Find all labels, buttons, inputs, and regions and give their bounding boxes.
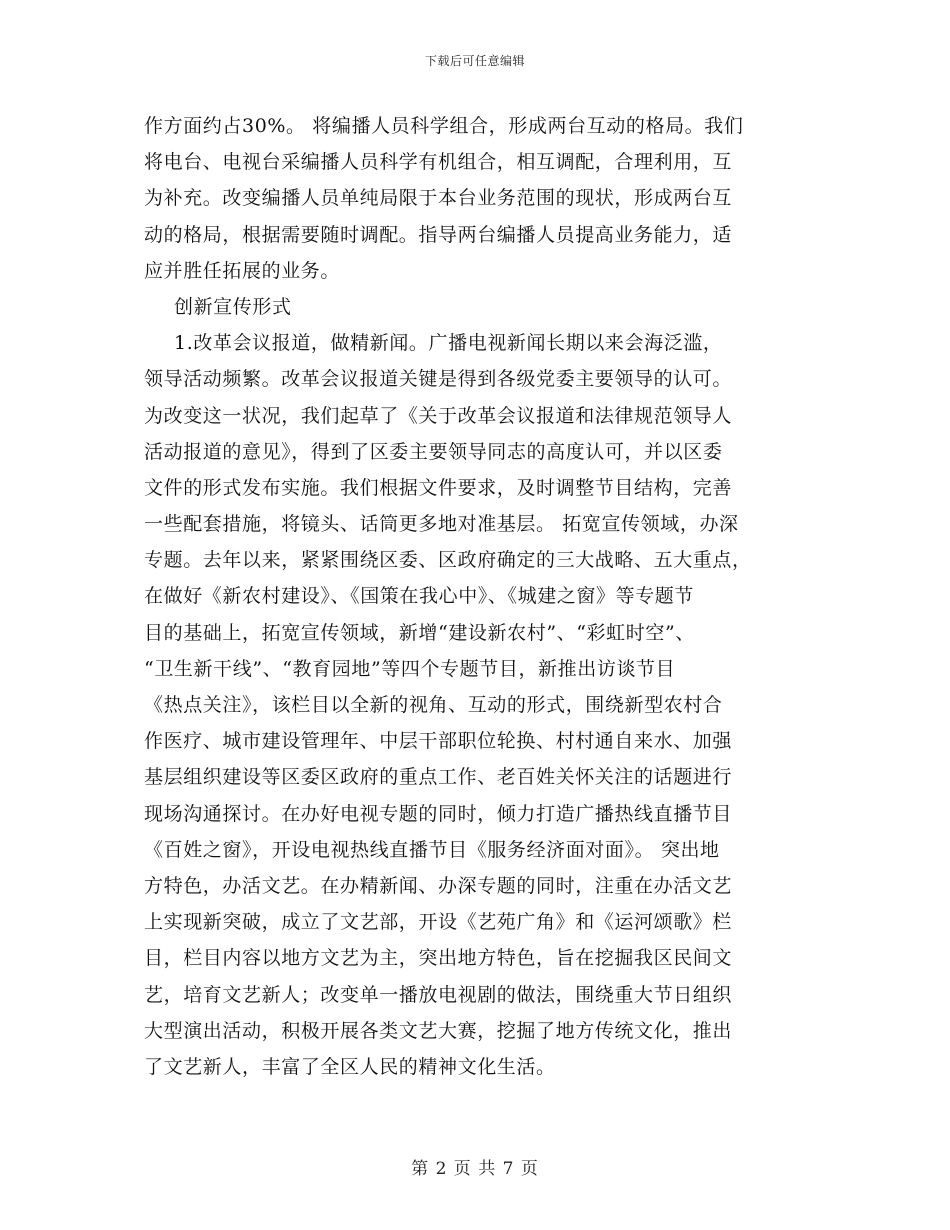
page-header: 下载后可任意编辑 bbox=[424, 54, 525, 68]
text-line: 1.改革会议报道，做精新闻。广播电视新闻长期以来会海泛滥， bbox=[174, 332, 723, 355]
text-line: 《热点关注》，该栏目以全新的视角、互动的形式，围绕新型农村合 bbox=[144, 694, 723, 716]
text-line: 为改变这一状况，我们起草了《关于改革会议报道和法律规范领导人 bbox=[144, 404, 733, 427]
text-line: 目的基础上，拓宽宣传领域，新增“建设新农村”、“彩虹时空”、 bbox=[144, 621, 695, 644]
text-line: 文件的形式发布实施。我们根据文件要求，及时调整节目结构，完善 bbox=[144, 476, 733, 499]
page-number: 第 2 页 共 7 页 bbox=[411, 1159, 539, 1179]
section-heading: 创新宣传形式 bbox=[174, 295, 292, 318]
text-line: 作医疗、城市建设管理年、中层干部职位轮换、村村通自来水、加强 bbox=[144, 730, 733, 753]
text-line: “卫生新干线”、“教育园地”等四个专题节目，新推出访谈节目 bbox=[144, 657, 676, 680]
text-line: 了文艺新人，丰富了全区人民的精神文化生活。 bbox=[144, 1055, 556, 1078]
text-line: 方特色，办活文艺。在办精新闻、办深专题的同时，注重在办活文艺 bbox=[144, 874, 733, 897]
text-line: 目，栏目内容以地方文艺为主，突出地方特色，旨在挖掘我区民间文 bbox=[144, 947, 733, 970]
text-line: 专题。去年以来，紧紧围绕区委、区政府确定的三大战略、五大重点， bbox=[144, 549, 752, 572]
text-line: 《百姓之窗》，开设电视热线直播节目《服务经济面对面》。 突出地 bbox=[144, 838, 720, 861]
text-line: 应并胜任拓展的业务。 bbox=[144, 259, 341, 282]
text-line: 基层组织建设等区委区政府的重点工作、老百姓关怀关注的话题进行 bbox=[144, 766, 733, 789]
text-line: 为补充。改变编播人员单纯局限于本台业务范围的现状，形成两台互 bbox=[144, 187, 733, 210]
text-line: 现场沟通探讨。在办好电视专题的同时，倾力打造广播热线直播节目 bbox=[144, 802, 733, 825]
text-line: 在做好《新农村建设》、《国策在我心中》、《城建之窗》等专题节 bbox=[144, 585, 695, 608]
text-line: 上实现新突破，成立了文艺部，开设《艺苑广角》和《运河颂歌》栏 bbox=[144, 911, 733, 934]
text-line: 活动报道的意见》，得到了区委主要领导同志的高度认可，并以区委 bbox=[144, 440, 723, 463]
text-line: 领导活动频繁。改革会议报道关键是得到各级党委主要领导的认可。 bbox=[144, 368, 733, 391]
text-line: 作方面约占30%。 将编播人员科学组合，形成两台互动的格局。我们 bbox=[144, 115, 744, 137]
text-line: 一些配套措施，将镜头、话筒更多地对准基层。 拓宽宣传领域，办深 bbox=[144, 513, 739, 536]
text-line: 艺，培育文艺新人；改变单一播放电视剧的做法，围绕重大节日组织 bbox=[144, 983, 733, 1006]
text-line: 将电台、电视台采编播人员科学有机组合，相互调配，合理利用，互 bbox=[144, 151, 733, 174]
text-line: 大型演出活动，积极开展各类文艺大赛，挖掘了地方传统文化，推出 bbox=[144, 1019, 733, 1042]
text-line: 动的格局，根据需要随时调配。指导两台编播人员提高业务能力，适 bbox=[144, 223, 733, 246]
document-body bbox=[144, 108, 809, 1085]
